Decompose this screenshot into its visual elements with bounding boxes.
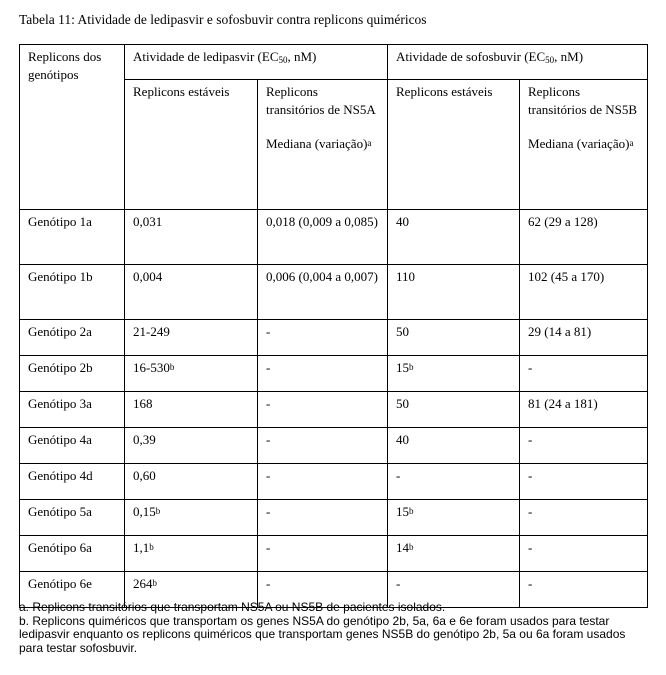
sof-stable-cell-value: 14 [396,540,410,555]
sof-stable-cell-value: 110 [396,269,416,284]
sof-stable-cell [388,500,520,536]
sof-stable-cell-value: 40 [396,214,410,229]
header-ldv-transient [258,80,388,210]
header-sofosbuvir-activity [388,45,648,80]
ldv-transient-label: Replicons transitórios de NS5A [266,84,376,117]
header-ldv-stable [125,80,258,210]
footnote-a: a. Replicons transitórios que transportam NS5A ou NS5B de pacientes isolados. [19,600,446,614]
ldv-transient-cell-value: - [266,396,271,411]
ldv-stable-cell [125,500,258,536]
ldv-stable-cell-footnote-marker: b [155,506,161,516]
genotype-cell [20,356,125,392]
genotype-cell-value: Genótipo 4a [28,432,92,447]
ldv-stable-cell-footnote-marker: b [152,578,157,588]
ldv-header-sub: 50 [278,55,288,65]
genotype-cell [20,428,125,464]
sof-stable-cell-footnote-marker: b [409,506,414,516]
activity-table [19,44,648,608]
ldv-stable-cell-value: 168 [133,396,153,411]
ldv-transient-cell [258,392,388,428]
ldv-transient-cell-value: - [266,576,271,591]
ldv-stable-cell-value: 0,60 [133,468,156,483]
sof-transient-cell [520,320,648,356]
ldv-stable-cell-value: 21-249 [133,324,170,339]
sof-stable-cell [388,428,520,464]
ldv-transient-cell [258,464,388,500]
sof-stable-cell-value: 50 [396,324,410,339]
ldv-stable-cell-footnote-marker: b [149,542,154,552]
sof-transient-cell-value: - [528,540,533,555]
ldv-transient-cell-value: - [266,540,271,555]
ldv-stable-cell [125,464,258,500]
genotype-cell [20,210,125,265]
genotype-cell [20,392,125,428]
sof-transient-cell [520,500,648,536]
ldv-transient-cell [258,428,388,464]
sof-transient-cell-value: 62 (29 a 128) [528,214,598,229]
ldv-median-sup: a [367,138,372,148]
ldv-stable-cell [125,536,258,572]
sof-transient-cell-value: 81 (24 a 181) [528,396,598,411]
ldv-transient-cell [258,356,388,392]
ldv-transient-cell-value: 0,018 (0,009 a 0,085) [266,214,378,229]
table-row [20,428,648,464]
ldv-header-prefix: Atividade de ledipasvir (EC [133,49,279,64]
ldv-stable-cell-footnote-marker: b [169,362,175,372]
ldv-stable-cell [125,320,258,356]
sof-transient-cell [520,464,648,500]
ldv-transient-cell [258,210,388,265]
sof-stable-cell-value: - [396,576,401,591]
header-sof-stable [388,80,520,210]
genotype-cell-value: Genótipo 6a [28,540,92,555]
genotype-cell [20,320,125,356]
sof-stable-cell-value: 15 [396,504,410,519]
genotype-cell-value: Genótipo 1b [28,269,93,284]
ldv-stable-cell [125,392,258,428]
sof-stable-cell-footnote-marker: b [409,542,414,552]
ldv-transient-cell [258,265,388,320]
sof-transient-cell [520,210,648,265]
ldv-stable-cell-value: 0,15 [133,504,156,519]
genotype-cell-value: Genótipo 3a [28,396,92,411]
sof-stable-cell-footnote-marker: b [409,362,414,372]
table-row [20,356,648,392]
genotype-cell-value: Genótipo 2a [28,324,92,339]
ldv-stable-cell-value: 0,031 [133,214,163,229]
sof-transient-cell [520,265,648,320]
genotype-cell-value: Genótipo 4d [28,468,93,483]
ldv-transient-cell-value: - [266,324,271,339]
sof-header-prefix: Atividade de sofosbuvir (EC [396,49,546,64]
sof-transient-cell [520,356,648,392]
ldv-stable-cell-value: 1,1 [133,540,150,555]
sof-stable-cell-value: 40 [396,432,410,447]
sof-stable-cell [388,320,520,356]
header-row-top [20,45,648,80]
genotype-cell-value: Genótipo 1a [28,214,92,229]
sof-stable-cell-value: - [396,468,401,483]
sof-stable-label: Replicons estáveis [396,84,493,99]
genotype-cell [20,500,125,536]
ldv-stable-cell [125,210,258,265]
ldv-transient-cell-value: - [266,504,271,519]
genotype-cell-value: Genótipo 2b [28,360,93,375]
ldv-transient-cell [258,320,388,356]
sof-stable-cell [388,464,520,500]
sof-transient-cell [520,536,648,572]
header-ledipasvir-activity [125,45,388,80]
ldv-transient-cell-value: - [266,432,271,447]
ldv-stable-cell [125,356,258,392]
genotype-cell [20,265,125,320]
ldv-header-suffix: , nM) [287,49,317,64]
table-row [20,320,648,356]
ldv-stable-cell-value: 0,39 [133,432,156,447]
sof-transient-cell-value: - [528,576,533,591]
footnotes [19,601,649,655]
sof-transient-cell-value: 29 (14 a 81) [528,324,592,339]
sof-median-sup: a [629,138,634,148]
ldv-stable-cell [125,265,258,320]
ldv-transient-cell-value: - [266,360,271,375]
table-row [20,392,648,428]
sof-stable-cell [388,392,520,428]
ldv-transient-cell-value: 0,006 (0,004 a 0,007) [266,269,378,284]
ldv-stable-cell-value: 16-530 [133,360,170,375]
sof-stable-cell [388,265,520,320]
footnote-b: b. Replicons quiméricos que transportam os genes NS5A do genótipo 2b, 5a, 6a e 6e foram usados para testar ledipasvir enquanto os replicons quiméricos que transportam genes NS5B do genótipo 2b, 5a ou 6a foram usados para testar sofosbuvir. [19,613,626,655]
sof-transient-cell-value: - [528,468,533,483]
table-row [20,464,648,500]
sof-header-suffix: , nM) [554,49,584,64]
table-row [20,536,648,572]
ldv-stable-cell-value: 0,004 [133,269,163,284]
genotype-cell-value: Genótipo 5a [28,504,92,519]
sof-header-sub: 50 [545,55,555,65]
sof-stable-cell [388,356,520,392]
ldv-median-label: Mediana (variação) [266,136,368,151]
genotype-cell [20,536,125,572]
table-row [20,500,648,536]
table-row [20,210,648,265]
sof-median-label: Mediana (variação) [528,136,630,151]
sof-transient-cell-value: - [528,360,533,375]
ldv-transient-cell-value: - [266,468,271,483]
ldv-stable-cell [125,428,258,464]
sof-stable-cell [388,210,520,265]
genotype-cell [20,464,125,500]
sof-stable-cell [388,536,520,572]
genotype-cell-value: Genótipo 6e [28,576,92,591]
sof-transient-cell [520,392,648,428]
ldv-transient-cell [258,536,388,572]
sof-transient-label: Replicons transitórios de NS5B [528,84,638,117]
sof-transient-cell-value: - [528,432,533,447]
sof-stable-cell-value: 15 [396,360,410,375]
header-genotype-label: Replicons dos genótipos [28,49,102,82]
sof-transient-cell [520,428,648,464]
ldv-transient-cell [258,500,388,536]
table-caption: Tabela 11: Atividade de ledipasvir e sofosbuvir contra replicons quiméricos [19,12,427,27]
sof-stable-cell-value: 50 [396,396,410,411]
ldv-stable-cell-value: 264 [133,576,153,591]
header-genotype-replicons [20,45,125,210]
table-row [20,265,648,320]
sof-transient-cell-value: - [528,504,533,519]
header-sof-transient [520,80,648,210]
sof-transient-cell-value: 102 (45 a 170) [528,269,605,284]
ldv-stable-label: Replicons estáveis [133,84,230,99]
